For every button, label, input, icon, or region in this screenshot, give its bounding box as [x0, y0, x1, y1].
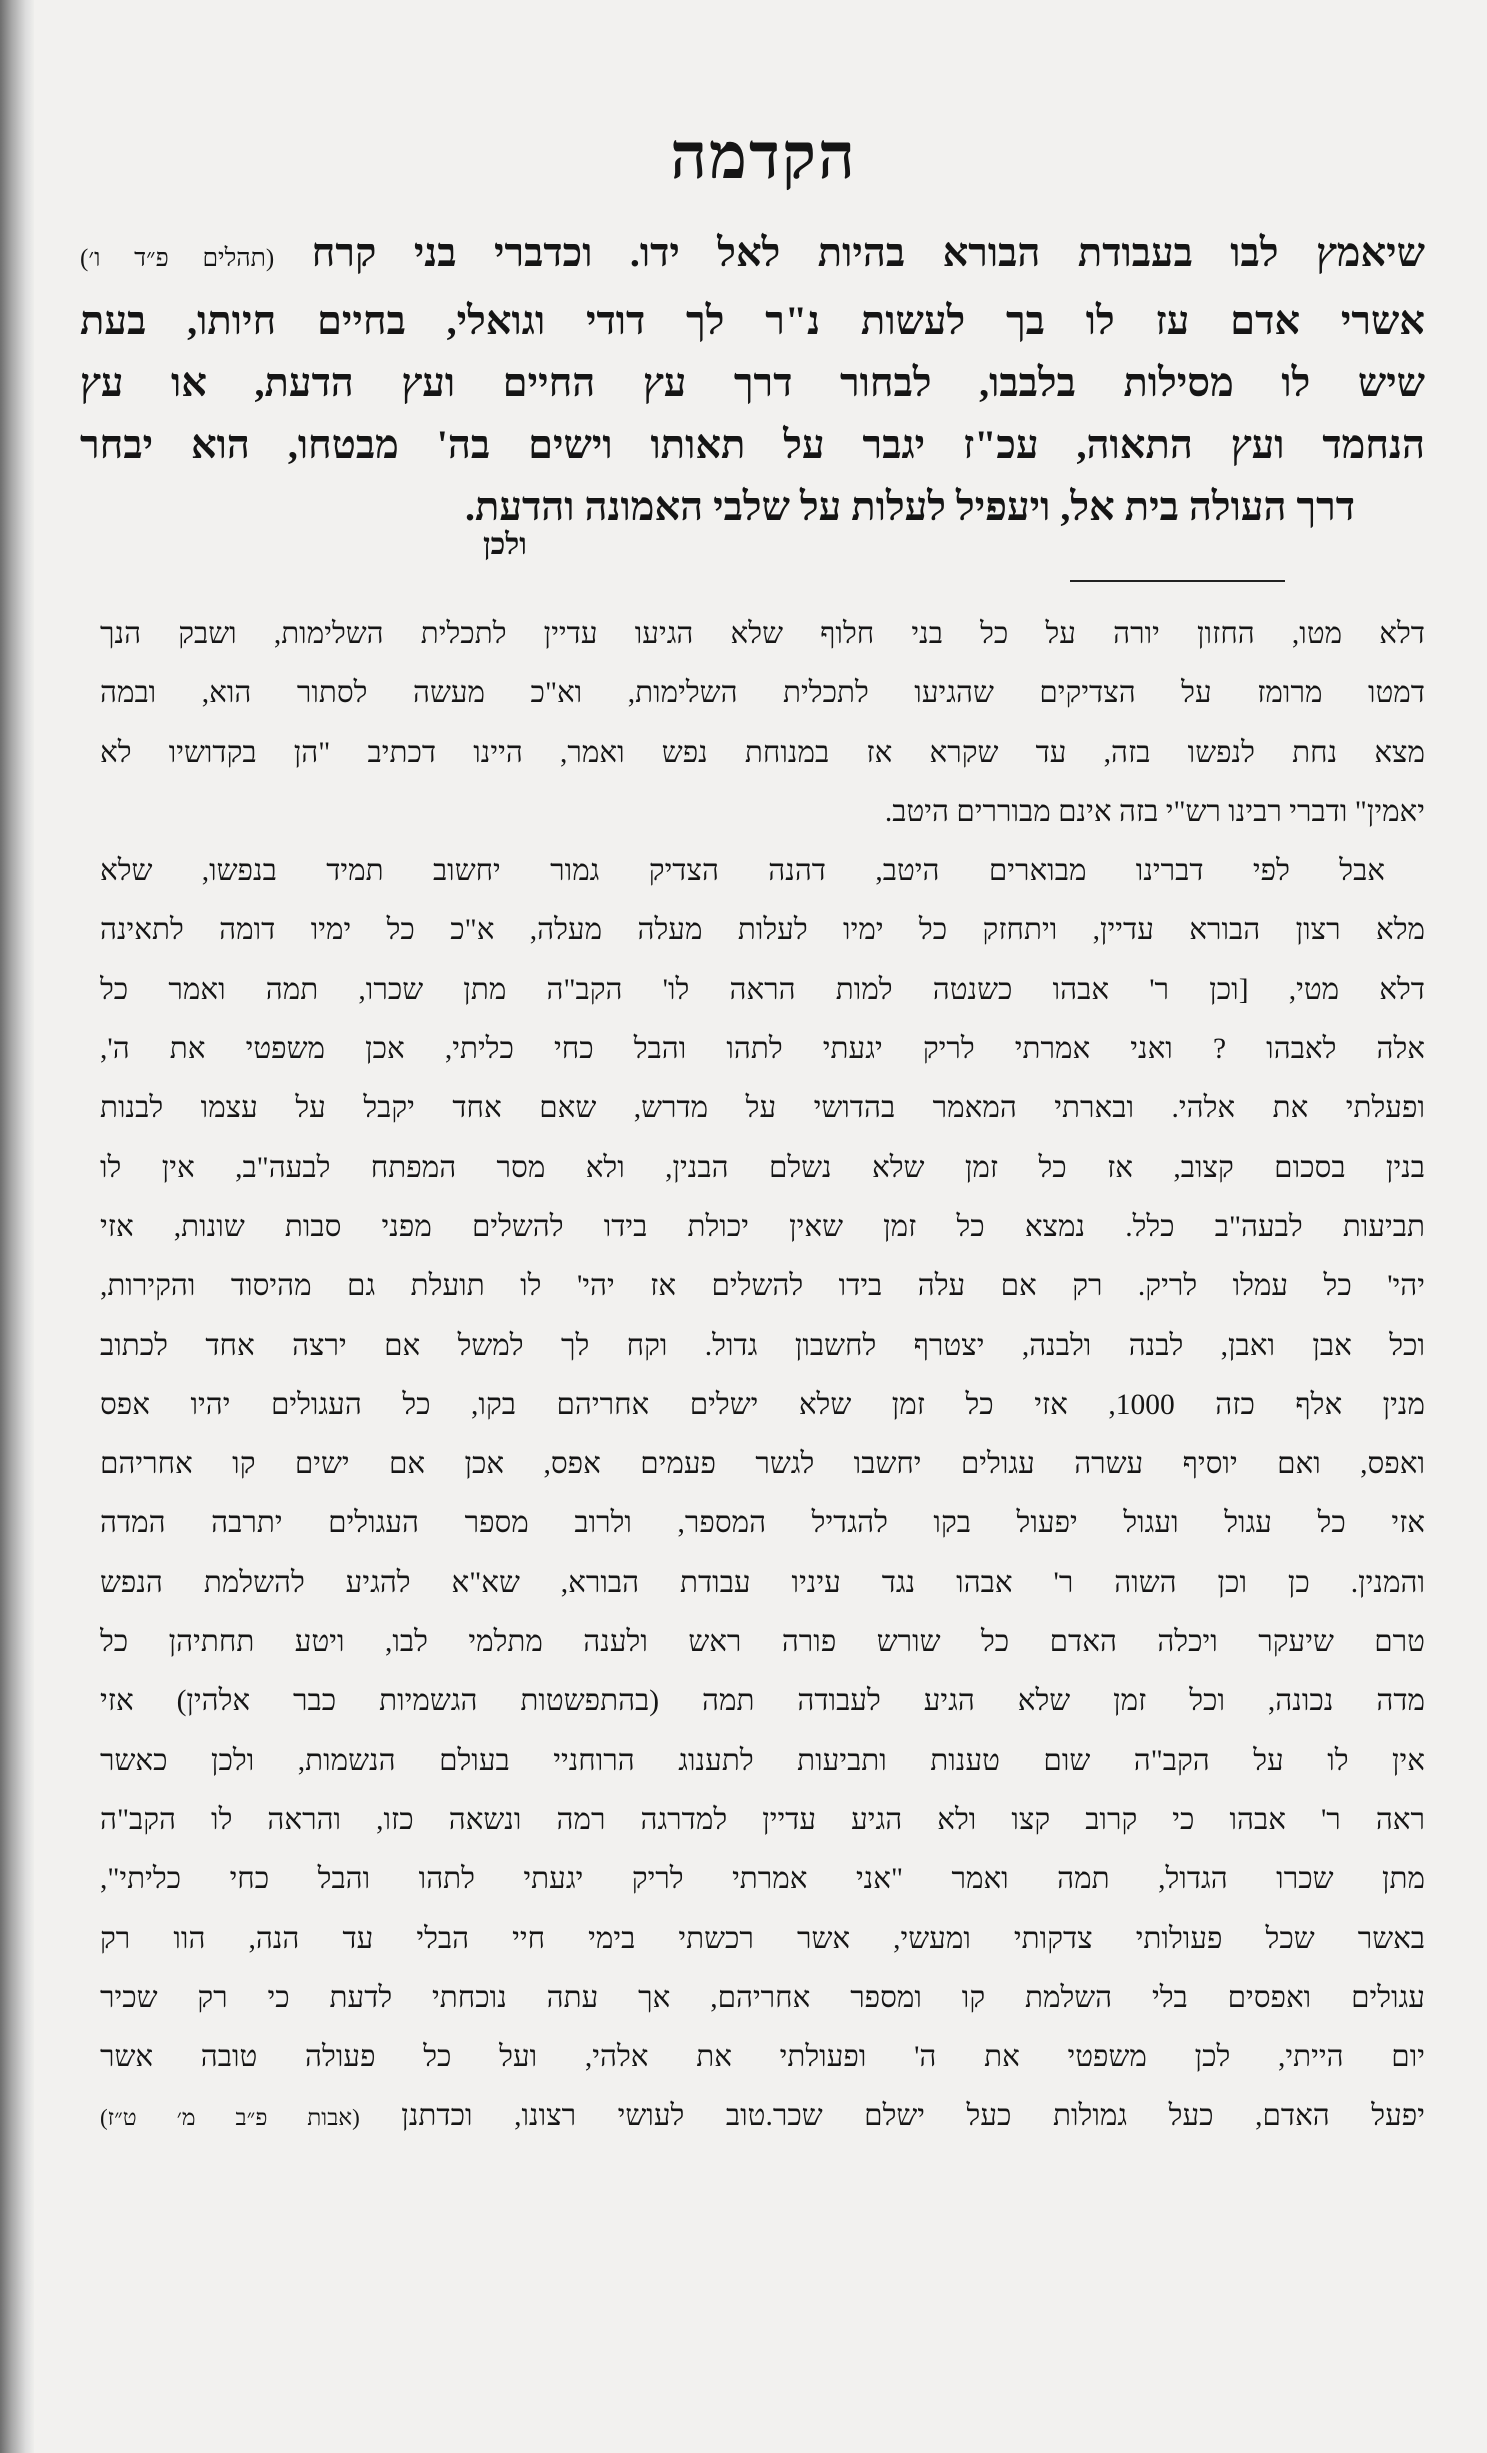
catchword: ולכן — [482, 528, 527, 561]
body-line: יהי' כל עמלו לריק. רק אם עלה בידו להשלים אז יהי' לו תועלת גם מהיסוד והקירות, — [100, 1270, 1425, 1303]
body-line: וכל אבן ואבן, לבנה ולבנה, יצטרף לחשבון גדול. וקח לך למשל אם ירצה אחד לכתוב — [100, 1329, 1425, 1362]
body-line: מדה נכונה, וכל זמן שלא הגיע לעבודה תמה (בהתפשטות הגשמיות כבר אלהין) אזי — [100, 1685, 1425, 1718]
body-line: דלא מטו, החזון יורה על כל בני חלוף שלא הגיעו עדיין לתכלית השלימות, ושבק הנך — [100, 618, 1425, 650]
mishna-citation: (אבות פ״ב מ׳ ט״ז) — [100, 2105, 360, 2131]
body-line: אין לו על הקב"ה שום טענות ותביעות לתענוג הרוחניי בעולם הנשמות, ולכן כאשר — [100, 1744, 1425, 1777]
intro-line: הנחמד ועץ התאוה, עכ"ז יגבר על תאותו וישים בה' מבטחו, הוא יבחר — [80, 422, 1425, 467]
body-paragraphs — [100, 605, 1425, 2148]
body-line: ראה ר' אבהו כי קרוב קצו ולא הגיע עדיין למדרגה רמה ונשאה כזו, והראה לו הקב"ה — [100, 1803, 1425, 1836]
body-line: ופעלתי את אלהי. ובארתי המאמר בהדושי על מדרש, שאם אחד יקבל על עצמו לבנות — [100, 1092, 1425, 1125]
intro-paragraph — [80, 222, 1425, 538]
body-line: בנין בסכום קצוב, אז כל זמן שלא נשלם הבנין, ולא מסר המפתח לבעה"ב, אין לו — [100, 1151, 1425, 1184]
body-line: אבל לפי דברינו מבוארים היטב, דהנה הצדיק גמור יחשוב תמיד בנפשו, שלא — [100, 855, 1385, 888]
intro-line: אשרי אדם עז לו בך לעשות נ"ר לך דודי וגואלי, בחיים חיותו, בעת — [80, 298, 1425, 343]
body-line: יאמין" ודברי רבינו רש"י בזה אינם מבוררים היטב. — [884, 795, 1425, 828]
intro-line-text: שיאמץ לבו בעבודת הבורא בהיות לאל ידו. וכדברי בני קרח — [311, 230, 1425, 275]
body-line: באשר שכל פעולותי צדקותי ומעשי, אשר רכשתי בימי חיי הבלי עד הנה, הוו רק — [100, 1922, 1425, 1955]
body-line: תביעות לבעה"ב כלל. נמצא כל זמן שאין יכולת בידו להשלים מפני סבות שונות, אזי — [100, 1210, 1425, 1243]
section-divider — [1070, 580, 1285, 582]
intro-citation: (תהלים פ״ד ו׳) — [80, 245, 275, 272]
body-line: דמטו מרומז על הצדיקים שהגיעו לתכלית השלימות, וא"כ מעשה לסתור הוא, ובמה — [100, 677, 1425, 710]
body-line: מתן שכרו הגדול, תמה ואמר "אני אמרתי לריק יגעתי לתהו והבל כחי כליתי", — [100, 1863, 1425, 1896]
book-page — [40, 0, 1487, 2453]
body-line: דלא מטי, [וכן ר' אבהו כשנטה למות הראה לו' הקב"ה מתן שכרו, תמה ואמר כל — [100, 973, 1425, 1006]
body-line-text: יפעל האדם, כעל גמולות כעל ישלם שכר.טוב לעושי רצונו, וכדתנן — [401, 2100, 1425, 2133]
intro-line: דרך העולה בית אל, ויעפיל לעלות על שלבי האמונה והדעת. — [465, 484, 1355, 529]
body-line: מצא נחת לנפשו בזה, עד שקרא אז במנוחת נפש ואמר, היינו דכתיב "הן בקדושיו לא — [100, 736, 1425, 769]
body-line: טרם שיעקר ויכלה האדם כל שורש פורה ראש ולענה מתלמי לבו, ויטע תחתיהן כל — [100, 1626, 1425, 1659]
book-gutter-shadow — [0, 0, 34, 2453]
body-line: ואפס, ואם יוסיף עשרה עגולים יחשבו לגשר פעמים אפס, אכן אם ישים קו אחריהם — [100, 1448, 1425, 1481]
body-line: מלא רצון הבורא עדיין, ויתחזק כל ימיו לעלות מעלה מעלה, א"כ כל ימיו דומה לתאינה — [100, 914, 1425, 947]
body-line: מנין אלף כזה 1000, אזי כל זמן שלא ישלים אחריהם בקו, כל העגולים יהיו אפס — [100, 1388, 1425, 1421]
body-line: אלה לאבהו ? ואני אמרתי לריק יגעתי לתהו והבל כחי כליתי, אכן משפטי את ה', — [100, 1033, 1425, 1066]
body-line: והמנין. כן וכן השוה ר' אבהו נגד עיניו עבודת הבורא, שא"א להגיע להשלמת הנפש — [100, 1566, 1425, 1599]
body-line: אזי כל עגול ועגול יפעול בקו להגדיל המספר, ולרוב מספר העגולים יתרבה המדה — [100, 1507, 1425, 1540]
body-line — [100, 2087, 1425, 2147]
intro-line — [80, 222, 1425, 290]
body-line: עגולים ואפסים בלי השלמת קו ומספר אחריהם, אך עתה נוכחתי לדעת כי רק שכיר — [100, 1981, 1425, 2014]
intro-line: שיש לו מסילות בלבבו, לבחור דרך עץ החיים ועץ הדעת, או עץ — [80, 360, 1425, 405]
body-line: יום הייתי, לכן משפטי את ה' ופעולתי את אלהי, ועל כל פעולה טובה אשר — [100, 2041, 1425, 2074]
page-title: הקדמה — [670, 121, 857, 192]
